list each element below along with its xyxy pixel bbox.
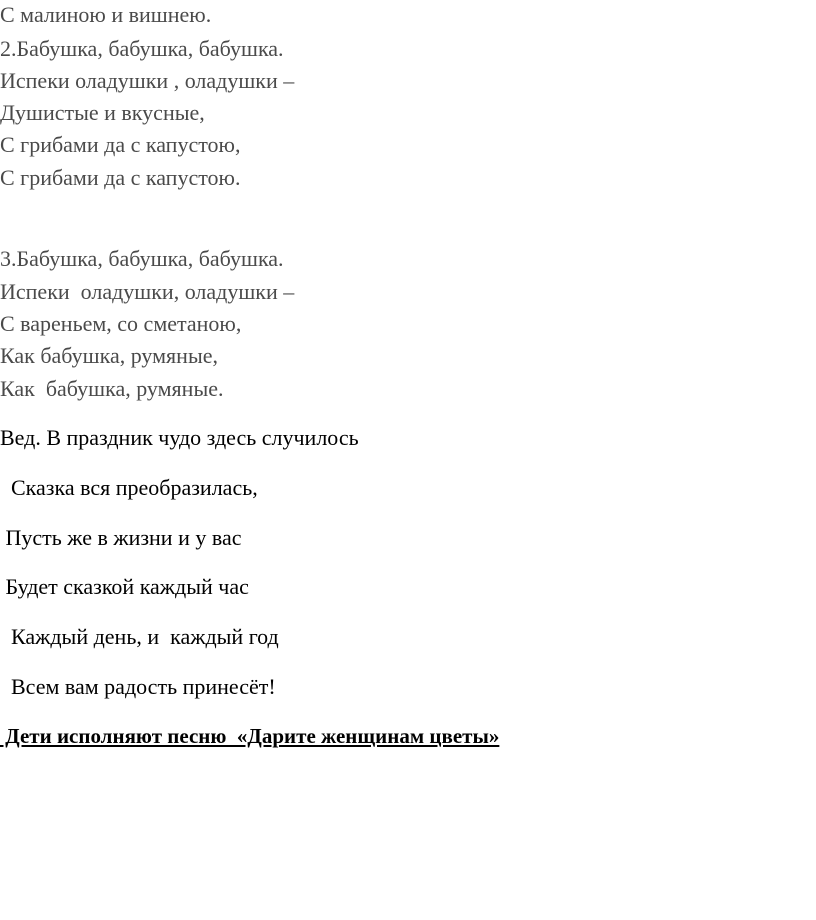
host-line-2: Сказка вся преобразилась, (0, 475, 258, 500)
stage-direction: Дети исполняют песню «Дарите женщинам цветы» (0, 724, 500, 748)
verse-3-line-1: 3.Бабушка, бабушка, бабушка. (0, 246, 284, 271)
verse-3-line-5: Как бабушка, румяные. (0, 376, 224, 401)
verse-2-line-1: 2.Бабушка, бабушка, бабушка. (0, 36, 284, 61)
verse-1-last-line: С малиною и вишнею. (0, 2, 212, 27)
host-line-1: Вед. В праздник чудо здесь случилось (0, 425, 359, 450)
host-line-6: Всем вам радость принесёт! (0, 674, 276, 699)
host-line-3: Пусть же в жизни и у вас (0, 525, 242, 550)
verse-3-line-4: Как бабушка, румяные, (0, 343, 218, 368)
verse-2-line-4: С грибами да с капустою, (0, 132, 241, 157)
verse-2-line-2: Испеки оладушки , оладушки – (0, 68, 295, 93)
host-line-5: Каждый день, и каждый год (0, 624, 279, 649)
verse-2-line-3: Душистые и вкусные, (0, 100, 205, 125)
verse-2-line-5: С грибами да с капустою. (0, 165, 241, 190)
verse-3-line-2: Испеки оладушки, оладушки – (0, 279, 295, 304)
verse-3-line-3: С вареньем, со сметаною, (0, 311, 242, 336)
host-line-4: Будет сказкой каждый час (0, 574, 249, 599)
